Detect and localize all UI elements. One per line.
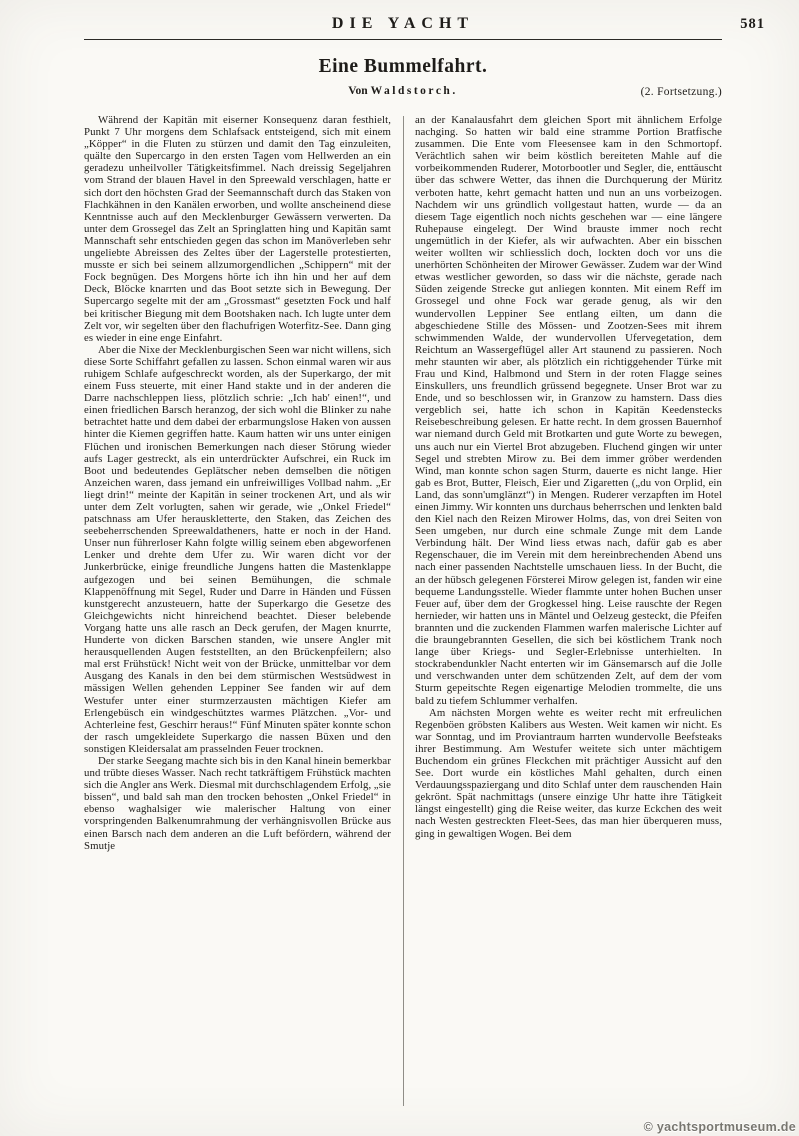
paragraph: Am nächsten Morgen wehte es weiter recht mit erfreulichen Regenböen gröbsten Kalibers aus Westen. Weit kamen wir nicht. Es war Sonntag, und im Proviantraum harrten wundervolle Beefsteaks ihrer Bestimmung. Am Westufer weitete sich unter mächtigem Buchendom ein grünes Fleckchen mit prächtiger Aussicht auf den See. Dort wurde ein köstliches Mahl gehalten, durch einen Verdauungsspaziergang und dito Schlaf unter dem rauschenden Hain gekrönt. Spät nachmittags (unsere einzige Uhr hatte ihre Tätigkeit längst eingestellt) ging die Reise weiter, das kurze Eckchen des weit nach Westen gestreckten Fleet-Sees, das man hier überqueren muss, ging in gewaltigen Wogen. Bei dem [415, 706, 722, 840]
article-body [84, 114, 722, 1114]
watermark: © yachtsportmuseum.de [643, 1120, 796, 1134]
paragraph: an der Kanalausfahrt dem gleichen Sport mit ähnlichem Erfolge nachging. So hatten wir bald eine stramme Portion Bratfische zusammen. Die Ente vom Fleesensee kam in den Schmortopf. Verächtlich sahen wir beim köstlich bereiteten Mahle auf die vorbeikommenden Ruderer, Motorbootler und Segler, die, enttäuscht über das schwere Wetter, das ihnen die Durchquerung der Müritz verboten hatte, kehrt gemacht hatten und nun an uns vorbeizogen. Nachdem wir uns gründlich vollgestaut hatten, wurde — da an diesem Tage eigentlich noch nichts geschehen war — eine längere Ruhepause eingelegt. Der Wind brauste immer noch recht ungemütlich in der Kiefer, als wir aufwachten. Aber ein bisschen weiter wollten wir schliesslich doch, lockten doch vor uns die unerhörten Schönheiten der Mirower Gewässer. Zudem war der Wind etwas westlicher geworden, so dass wir die nächste, gerade nach Süden zeigende Strecke gut anliegen konnten. Mit einem Reff im Grossegel und ohne Fock war gerade genug, als wir den wundervollen Leppiner See entlang eilten, um dann die abgeschiedene Stille des Mössen- und Zootzen-Sees mit ihrem schwimmenden Walde, der wundervollen Ufervegetation, dem Reichtum an Wassergeflügel aller Art staunend zu passieren. Noch mehr staunten wir aber, als plötzlich ein richtiggehender Türke mit Frau und Kind, Halbmond und Stern in der roten Flagge seines Einskullers, uns freundlich grüssend begegnete. Unser Brot war zu Ende, und so beschlossen wir, in Granzow zu hamstern. Dass dies vergeblich sei, hatte ich schon in Kapitän Keedenstecks Reisebeschreibung gelesen. Er hatte recht. In dem grossen Bauernhof war niemand durch Geld mit Brotkarten und gute Worte zu bewegen, uns auch nur ein Viertel Brot abzugeben. Fluchend gingen wir unter Segel und strebten Mirow zu. Bei dem immer gröber werdenden Wind, man konnte schon sagen Sturm, dauerte es nicht lange. Hier gab es Brot, Butter, Fleisch, Eier und Zigaretten („du von Orplid, ein Land, das sonn'umglänzt“) in Mengen. Ruderer verzapften im Hotel einen Jimmy. Wir konnten uns durchaus beherrschen und lenkten bald den Kiel nach den Reizen Mirower Holms, das, von drei Seiten von Seen umgeben, nur durch eine schmale Zunge mit dem Lande Verbindung hält. Der Wind liess etwas nach, dafür gab es aber Regenschauer, die im Verein mit dem hereinbrechenden Abend uns nach einer passenden Nachtstelle umschauen liess. In der Bucht, die an der hübsch gelegenen Försterei Mirow gelegen ist, fanden wir eine bequeme Landungsstelle. Wieder flammte unter hohen Buchen unser Feuer auf, über dem der Grogkessel hing. Leise rauschte der Regen hernieder, wir hatten uns in Mäntel und Oelzeug gesteckt, die Pfeifen brannten und die zuckenden Flammen warfen malerische Lichter auf die braungebrannten Gesellen, die sich bei köstlichem Trank noch lange über Kriegs- und Segler-Erlebnisse unterhielten. In stockrabendunkler Nacht enterten wir im Gänsemarsch auf die Jolle und verschwanden unter dem schützenden Zelt, auf dem der vom Sturm gepeitschte Regen eigenartige Melodien trommelte, die uns bald zu tiefem Schlummer verhalfen. [415, 114, 722, 707]
column-left [84, 114, 391, 1114]
paragraph: Der starke Seegang machte sich bis in den Kanal hinein bemerkbar und trübte dieses Wasser. Nach recht tatkräftigem Frühstück machten sich die Angler ans Werk. Diesmal mit durchschlagendem Erfolg, „sie bissen“, und bald sah man den trocken behosten „Onkel Friedel“ in ebenso waghalsiger wie malerischer Haltung von einer vorspringenden Balkenumrahmung der verhängnisvollen Brücke aus einen Barsch nach dem anderen an die Luft befördern, während der Smutje [84, 754, 391, 852]
continuation-note: (2. Fortsetzung.) [640, 86, 722, 98]
column-rule [403, 116, 404, 1106]
byline-prefix: Von [348, 85, 368, 97]
article-title: Eine Bummelfahrt. [318, 56, 488, 77]
paragraph: Aber die Nixe der Mecklenburgischen Seen war nicht willens, sich diese Sorte Schiffahrt gefallen zu lassen. Schon einmal waren wir aus ruhigem Schlafe aufgeschreckt worden, als der Superkargo, der mit einem Fuss steuerte, mit einer Hand stakte und in der anderen die Darre nachschleppen liess, plötzlich schrie: „Ich hab' einen!“, und einen friedlichen Barsch heranzog, der sich wohl die Blinker zu nahe betrachtet hatte und dem dabei der erbarmungslose Haken von aussen hinter die Kiemen gegriffen hatte. Kaum hatten wir uns unter einigen Flüchen und ironischen Bemerkungen nach dieser Störung wieder aufs Lager gestreckt, als ein unterdrückter Aufschrei, ein Ruck im Boot und bedeutendes Geplätscher neben demselben die nötigen Anzeichen waren, dass jemand ein unfreiwilliges Vollbad nahm. „Er liegt drin!“ meinte der Kapitän in seiner trockenen Art, und als wir unter dem Zelt vorlugten, sahen wir gerade, wie „Onkel Friedel“ patschnass am Ufer herauskletterte, den Staken, das Zeichen des seebeherrschenden Spreewaldatheners, hatte er noch in der Hand. Unser nun führerloser Kahn folgte willig seinem eben abgeworfenen Lenker und drehte dem Ufer zu. Wir waren dicht vor der Junkerbrücke, einige freundliche Jungens hatten die Mastenklappe aufgezogen und bei seinen Bemühungen, die schmale Klappenöffnung mit Segel, Ruder und Darre in Händen und Füssen kunstgerecht anzusteuern, hatte der Superkargo die Gesetze des Gleichgewichts nicht hinreichend beachtet. Dieser belebende Vorgang hatte uns alle rasch an Deck gerufen, der Magen knurrte, Hunderte von dicken Barschen standen, wie unsere Angler mit herausquellenden Augen feststellten, an den Brückenpfeilern; also mal erst Frühstück! Nicht weit von der Brücke, unmittelbar vor dem Ausgang des Kanals in den bei dem stürmischen Westsüdwest in mässigen Wellen gehenden Leppiner See fanden wir auf dem Westufer unter einer sturmzerzausten mächtigen Kiefer am Erlengebüsch ein windgeschütztes warmes Plätzchen. „Vor- und Achterleine fest, Geschirr heraus!“ Fünf Minuten später konnte schon der rasch umgekleidete Superkargo die nassen Büxen und den sonstigen Kleidersalat am prasselnden Feuer trocknen. [84, 343, 391, 755]
masthead [84, 0, 722, 38]
page-number: 581 [740, 16, 765, 32]
column-right [415, 114, 722, 1114]
journal-title: DIE YACHT [331, 15, 475, 32]
author-name: Waldstorch. [370, 85, 458, 97]
header-rule [84, 39, 722, 40]
paragraph: Während der Kapitän mit eiserner Konsequenz daran festhielt, Punkt 7 Uhr morgens dem Schlafsack entsteigend, sich mit einem „Köpper“ in die Fluten zu stürzen und damit den Tag einzuleiten, quälte den Supercargo in den ersten Tagen vom Hellwerden an ein geradezu unheilvoller Tätigkeitsfimmel. Nach dreissig Segeljahren vom Strand der blauen Havel in den Spreewald verschlagen, hatte er sich dort den höchsten Grad der Seemannschaft durch das Staken von Flachkähnen in den Kanälen erworben, und wollte anscheinend diese Kenntnisse auch auf den Mecklenburger Gewässern verwerten. Da unter dem Grossegel das Zelt an Springlatten hing und Kapitän samt Mannschaft sehr entschieden gegen das schon im Manöverleben sehr ungeliebte Abreissen des Zeltes über der Lagerstelle protestierten, musste er sich bei seinem allzumorgendlichen „Schippern“ mit der Fock begnügen. Des Morgens hörte ich ihn hin und her auf dem Deck, Blöcke knarrten und das Boot setzte sich in Bewegung. Der Supercargo segelte mit der am „Grossmast“ gesetzten Fock und half bei kritischer Biegung mit dem Bootshaken nach. Ich lugte unter dem Zelt vor, wir segelten über den flachufrigen Woterfitz-See. Dann ging es wieder in eine enge Einfahrt. [84, 114, 391, 344]
article-head [84, 56, 722, 101]
byline-row [84, 85, 722, 101]
page-content [84, 0, 722, 1114]
byline [348, 85, 457, 97]
